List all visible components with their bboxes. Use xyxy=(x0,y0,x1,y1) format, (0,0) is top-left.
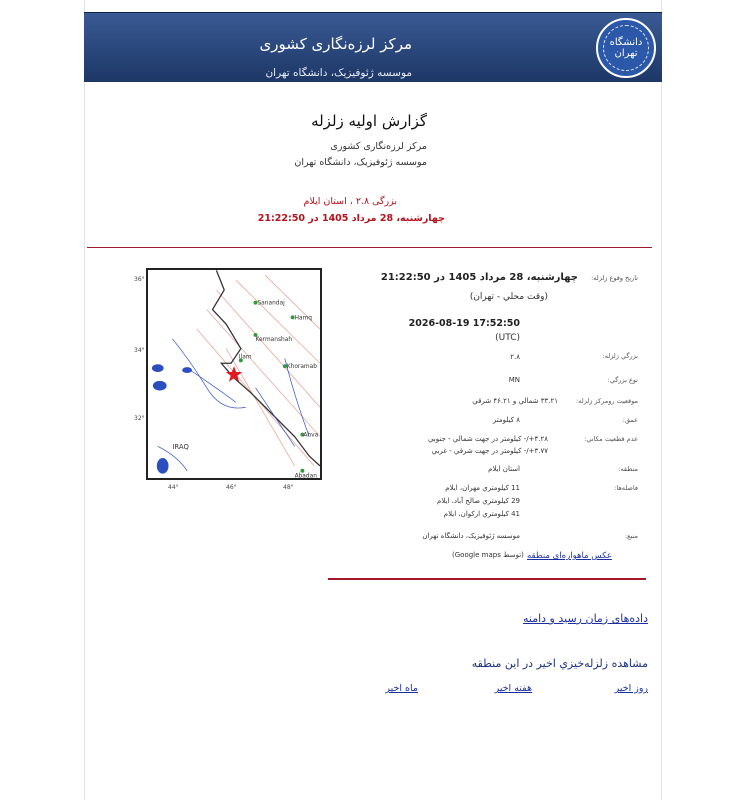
recent-activity-title: مشاهده زلزله‌خيزي اخير در اين منطقه xyxy=(471,657,648,670)
report-title: گزارش اولیه زلزله xyxy=(311,112,427,130)
site-header xyxy=(84,12,662,82)
uncertainty-label: عدم قطعيت مکاني: xyxy=(584,435,638,443)
details-divider xyxy=(328,578,646,580)
logo-text: دانشگاه تهران xyxy=(603,25,649,71)
region-value: استان ايلام xyxy=(488,465,520,473)
source-value: موسسه ژئوفيزيک، دانشگاه تهران xyxy=(422,532,520,540)
time-label: تاریخ وقوع زلزله: xyxy=(591,274,638,282)
map-canvas xyxy=(148,270,320,478)
magtype-value: MN xyxy=(508,376,520,384)
section-divider xyxy=(87,247,652,248)
university-logo[interactable] xyxy=(596,18,656,78)
recent-day-link[interactable]: روز اخير xyxy=(614,683,648,694)
map-label-ilam: Ilam xyxy=(238,354,252,361)
epicenter-label: موقعيت رومرکز زلزله: xyxy=(576,397,638,405)
site-subtitle: موسسه ژئوفیزیک، دانشگاه تهران xyxy=(265,67,412,79)
lat-tick-32: 32° xyxy=(134,415,145,422)
map-label-sanandaj: Sanandaj xyxy=(257,300,285,307)
report-subtitle-center: مرکز لرزه‌نگاری کشوری xyxy=(330,141,427,152)
satellite-note: (توسط Google maps) xyxy=(452,551,524,559)
arrival-data-link[interactable]: داده‌های زمان رسيد و دامنه xyxy=(523,612,648,625)
local-time-note: (وقت محلي - تهران) xyxy=(469,292,548,302)
lat-tick-34: 34° xyxy=(134,347,145,354)
distance-1: 11 کيلومتري مهران، ايلام xyxy=(445,484,520,492)
recent-week-link[interactable]: هفته اخير xyxy=(494,683,532,694)
map-label-hamq: Hamq xyxy=(294,315,313,322)
magnitude-summary: بزرگی ۲.۸ ، استان ایلام xyxy=(303,196,397,207)
map-label-kermanshah: Kermanshah xyxy=(255,336,293,343)
magtype-label: نوع بزرگي: xyxy=(607,376,638,384)
epicenter-value: ۳۳.۲۱ شمالي و ۴۶.۲۱ شرقي xyxy=(472,397,558,405)
magnitude-label: بزرگي زلزله: xyxy=(602,352,638,360)
report-subtitle-institute: موسسه ژئوفیزیک، دانشگاه تهران xyxy=(294,157,427,168)
lon-tick-48: 48° xyxy=(283,484,294,491)
region-label: منطقه: xyxy=(618,465,638,473)
depth-label: عمق: xyxy=(622,416,638,424)
map-label-ahva: Ahva xyxy=(303,432,319,439)
site-title: مرکز لرزه‌نگاری کشوری xyxy=(259,35,412,53)
distance-label: فاصله‌ها: xyxy=(614,484,638,492)
distance-3: 41 کيلومتري ارکوان، ايلام xyxy=(443,510,520,518)
map-label-khoramab: Khoramab xyxy=(286,364,317,371)
date-summary: چهارشنبه، 28 مرداد 1405 در 21:22:50 xyxy=(257,213,445,224)
utc-datetime: 2026-08-19 17:52:50 xyxy=(408,318,520,329)
local-datetime: چهارشنبه، 28 مرداد 1405 در 21:22:50 xyxy=(380,272,578,283)
distance-2: 29 کيلومتري صالح آباد، ايلام xyxy=(437,497,520,505)
map-label-iraq: IRAQ xyxy=(172,443,189,452)
recent-month-link[interactable]: ماه اخير xyxy=(385,683,418,694)
utc-note: (UTC) xyxy=(495,333,520,343)
magnitude-value: ۲.۸ xyxy=(510,353,520,361)
lon-tick-46: 46° xyxy=(226,484,237,491)
map-label-abadan: Abadan xyxy=(294,473,317,478)
depth-value: ۸ کيلومتر xyxy=(492,416,520,424)
uncertainty-ew: ۳.۷۷+/- کيلومتر در جهت شرقي - غربي xyxy=(431,447,548,455)
epicenter-map xyxy=(146,268,322,480)
lat-tick-36: 36° xyxy=(134,276,145,283)
uncertainty-ns: ۴.۲۸+/- کيلومتر در جهت شمالي - جنوبي xyxy=(427,435,548,443)
lon-tick-44: 44° xyxy=(168,484,179,491)
source-label: منبع: xyxy=(624,532,638,540)
satellite-image-link[interactable]: عکس ماهواره‌ای منطقه xyxy=(527,551,612,561)
